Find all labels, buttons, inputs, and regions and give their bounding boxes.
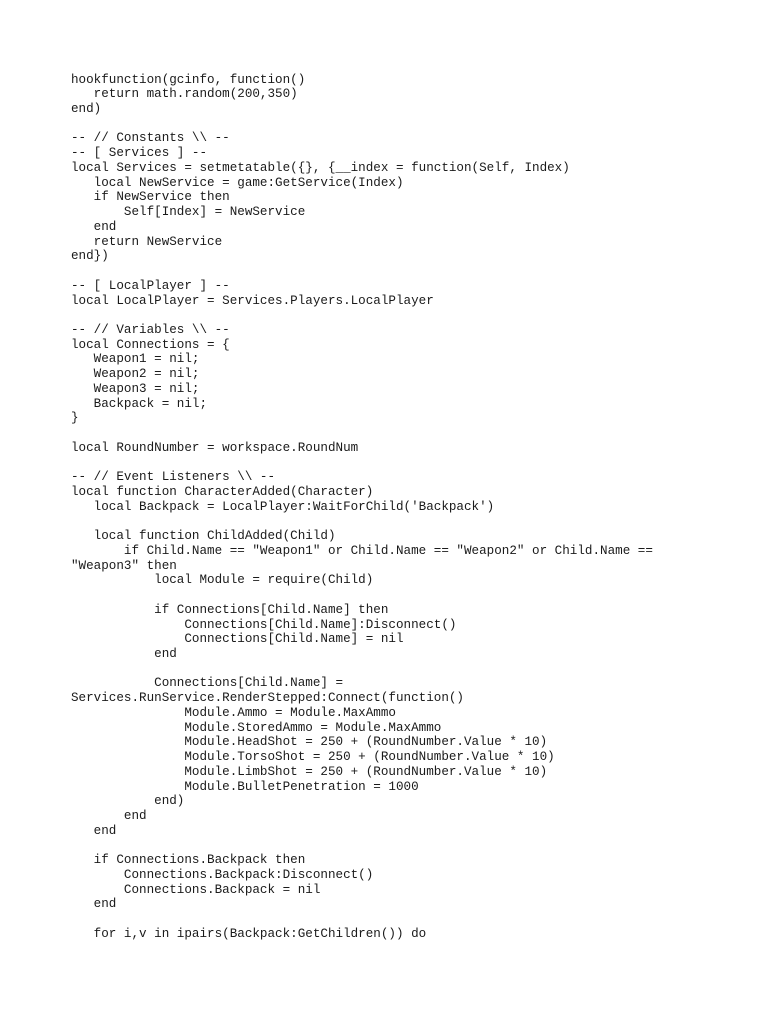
code-line: Weapon1 = nil; bbox=[71, 352, 200, 367]
code-line: } bbox=[71, 411, 79, 426]
code-line: Module.HeadShot = 250 + (RoundNumber.Value * 10) bbox=[71, 735, 548, 750]
code-line: local function CharacterAdded(Character) bbox=[71, 484, 374, 499]
code-line: local Backpack = LocalPlayer:WaitForChild('Backpack') bbox=[71, 499, 495, 514]
code-line: end bbox=[71, 809, 147, 823]
code-line: Self[Index] = NewService bbox=[71, 205, 306, 220]
code-line: return math.random(200,350) bbox=[71, 87, 298, 102]
code-line: Module.LimbShot = 250 + (RoundNumber.Value * 10) bbox=[71, 764, 548, 779]
code-line: end) bbox=[71, 794, 185, 809]
code-line: end bbox=[71, 647, 177, 661]
code-line: Module.TorsoShot = 250 + (RoundNumber.Value * 10) bbox=[71, 750, 555, 765]
code-line: if Child.Name == "Weapon1" or Child.Name == "Weapon2" or Child.Name == bbox=[71, 543, 653, 558]
code-line: Weapon2 = nil; bbox=[71, 367, 200, 382]
code-line: -- [ Services ] -- bbox=[71, 146, 208, 161]
code-line: if Connections.Backpack then bbox=[71, 853, 306, 868]
code-line: Backpack = nil; bbox=[71, 396, 208, 411]
code-line: end bbox=[71, 823, 117, 838]
code-line: local RoundNumber = workspace.RoundNum bbox=[71, 440, 359, 455]
code-line: -- [ LocalPlayer ] -- bbox=[71, 278, 230, 293]
code-line: local Connections = { bbox=[71, 337, 230, 352]
code-line: local Module = require(Child) bbox=[71, 573, 374, 588]
code-line: local function ChildAdded(Child) bbox=[71, 529, 336, 544]
code-line: -- // Event Listeners \\ -- bbox=[71, 470, 276, 485]
code-line: end bbox=[71, 897, 117, 912]
code-line: if NewService then bbox=[71, 190, 230, 205]
code-line: -- // Variables \\ -- bbox=[71, 322, 230, 337]
code-line: Connections[Child.Name]:Disconnect() bbox=[71, 617, 457, 632]
code-line: Connections.Backpack:Disconnect() bbox=[71, 867, 374, 882]
code-line: Connections[Child.Name] = bbox=[71, 676, 344, 691]
code-line: Module.StoredAmmo = Module.MaxAmmo bbox=[71, 720, 442, 735]
code-line: -- // Constants \\ -- bbox=[71, 131, 230, 146]
code-line: local Services = setmetatable({}, {__index = function(Self, Index) bbox=[71, 160, 570, 175]
code-line: for i,v in ipairs(Backpack:GetChildren()) do bbox=[71, 926, 427, 941]
code-line: Weapon3 = nil; bbox=[71, 381, 200, 396]
code-line: end bbox=[71, 219, 117, 234]
code-line: Module.Ammo = Module.MaxAmmo bbox=[71, 705, 396, 720]
code-line: local NewService = game:GetService(Index) bbox=[71, 175, 404, 190]
code-line: Connections[Child.Name] = nil bbox=[71, 632, 404, 647]
code-line: end) bbox=[71, 102, 102, 116]
code-line: Module.BulletPenetration = 1000 bbox=[71, 779, 419, 794]
code-line: "Weapon3" then bbox=[71, 558, 177, 573]
code-line: if Connections[Child.Name] then bbox=[71, 602, 389, 617]
code-line: Connections.Backpack = nil bbox=[71, 882, 321, 897]
code-line: local LocalPlayer = Services.Players.LocalPlayer bbox=[71, 293, 434, 308]
code-line: return NewService bbox=[71, 234, 223, 249]
code-line: hookfunction(gcinfo, function() bbox=[71, 72, 306, 87]
code-line: Services.RunService.RenderStepped:Connect(function() bbox=[71, 691, 464, 706]
code-line: end}) bbox=[71, 249, 109, 264]
